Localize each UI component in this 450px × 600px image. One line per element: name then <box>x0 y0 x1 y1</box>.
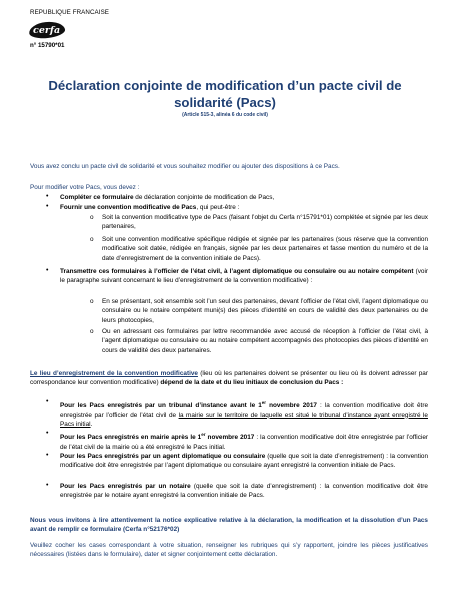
case-mairie <box>60 430 428 452</box>
case-tribunal-underline: la mairie sur le territoire de laquelle est situé le tribunal d’instance ayant enregistré le Pacs initial <box>60 411 428 428</box>
step-3-option-1: En se présentant, soit ensemble soit l’un seul des partenaires, devant l’officier de l’état civil, l’agent diplomatique ou consulaire ou le notaire compétent muni(s) des pièces d’identité en cours de validité des deux partenaires ou de leurs photocopies, <box>102 298 428 324</box>
cerfa-logo <box>28 20 65 40</box>
modify-intro: Pour modifier votre Pacs, vous devez : <box>30 184 140 191</box>
intro-paragraph: Vous avez conclu un pacte civil de solidarité et vous souhaitez modifier ou ajouter des dispositions à ce Pacs. <box>30 163 340 170</box>
step-3-rest: (voir le paragraphe suivant concernant le lieu d’enregistrement de la convention modificative) : <box>60 268 428 285</box>
step-2-option-1: Soit la convention modificative type de Pacs (faisant l’objet du Cerfa n°15791*01) complétée et signée par les deux partenaires, <box>102 214 428 231</box>
bullet: • <box>46 430 49 437</box>
step-3 <box>60 267 428 286</box>
invite-paragraph: Nous vous invitons à lire attentivement la notice explicative relative à la déclaration, la modification et la dissolution d’un Pacs avant de remplir ce formulaire (Cerfa n°52176*02) <box>30 517 428 534</box>
step-2-rest: , qui peut-être : <box>196 204 240 211</box>
case-notaire <box>60 482 428 501</box>
case-mairie-date: novembre 2017 <box>205 434 255 442</box>
registration-end: dépend de la date et du lieu initiaux de conclusion du Pacs : <box>160 379 344 387</box>
case-consulaire <box>60 452 428 471</box>
bullet: • <box>46 203 49 210</box>
case-mairie-rest: : la convention modificative doit être enregistrée par l’officier de l’état civil de la mairie où a été enregistré le Pacs initial. <box>60 434 429 451</box>
case-tribunal-date: novembre 2017 <box>266 402 317 410</box>
case-mairie-sup: er <box>201 432 206 437</box>
registration-paragraph <box>30 369 428 388</box>
step-3-bold: Transmettre ces formulaires à l’officier de l’état civil, à l’agent diplomatique ou consulaire ou au notaire compétent <box>60 268 414 275</box>
sub-bullet: o <box>90 236 94 243</box>
step-1-bold: Compléter ce formulaire <box>60 194 134 201</box>
step-2-option-2: Soit une convention modificative spécifique rédigée et signée par les partenaires (sous réserve que la convention modificative soit datée, rédigée en français, signée par les deux partenaires et fasse mention du numéro et de la date d’enregistrement de la convention initiale de Pacs). <box>102 236 428 262</box>
cerfa-number: n° 15790*01 <box>30 42 65 49</box>
page-title: Déclaration conjointe de modification d’un pacte civil de solidarité (Pacs) <box>48 78 402 110</box>
case-consulaire-bold: Pour les Pacs enregistrés par un agent diplomatique ou consulaire <box>60 453 266 460</box>
bullet: • <box>46 193 49 200</box>
bullet: • <box>46 398 49 405</box>
cerfa-logo-text: cerfa <box>33 24 61 36</box>
registration-lead: Le lieu d’enregistrement de la convention modificative <box>30 370 198 377</box>
bullet: • <box>46 452 49 459</box>
step-3-option-2: Ou en adressant ces formulaires par lettre recommandée avec accusé de réception à l’officier de l’état civil, à l’agent diplomatique ou consulaire ou au notaire compétent accompagnés des photocopies des pièces d’identité en cours de validité des deux partenaires. <box>102 328 428 354</box>
case-consulaire-rest: (quelle que soit la date d’enregistrement) : la convention modificative doit être enregistrée par l’agent diplomatique ou consulaire ayant enregistré la convention initiale de Pacs. <box>60 453 428 470</box>
step-2-bold: Fournir une convention modificative de Pacs <box>60 204 197 211</box>
step-2 <box>60 203 428 212</box>
step-1 <box>60 193 428 202</box>
case-tribunal-end: . <box>90 420 93 428</box>
bullet: • <box>46 267 49 274</box>
registration-mid: (lieu où les partenaires doivent se présenter ou lieu où ils doivent adresser par correspondance leur convention modificative) <box>30 370 428 387</box>
case-tribunal-rest: : la convention modificative doit être enregistrée par l’officier de l’état civil de <box>60 402 429 419</box>
sub-bullet: o <box>90 298 94 305</box>
sub-bullet: o <box>90 328 94 335</box>
case-mairie-bold: Pour les Pacs enregistrés en mairie après le 1 <box>60 434 202 442</box>
case-tribunal-bold: Pour les Pacs enregistrés par un tribunal d’instance avant le 1 <box>60 402 262 410</box>
bullet: • <box>46 482 49 489</box>
article-reference: (Article 515-3, alinéa 6 du code civil) <box>182 112 268 118</box>
case-notaire-bold: Pour les Pacs enregistrés par un notaire <box>60 483 191 490</box>
closing-paragraph: Veuillez cocher les cases correspondant à votre situation, renseigner les rubriques qui s’y rapportent, joindre les pièces justificatives nécessaires (listées dans le formulaire), dater et signer conjointement cette déclaration. <box>30 542 428 559</box>
case-tribunal <box>60 398 428 429</box>
case-tribunal-sup: er <box>261 400 267 405</box>
step-1-rest: de déclaration conjointe de modification de Pacs, <box>133 194 275 201</box>
republic-label: REPUBLIQUE FRANCAISE <box>30 9 110 16</box>
case-notaire-rest: (quelle que soit la date d’enregistrement) : la convention modificative doit être enregistrée par le notaire ayant enregistré la convention initiale de Pacs. <box>60 483 428 500</box>
sub-bullet: o <box>90 214 94 221</box>
